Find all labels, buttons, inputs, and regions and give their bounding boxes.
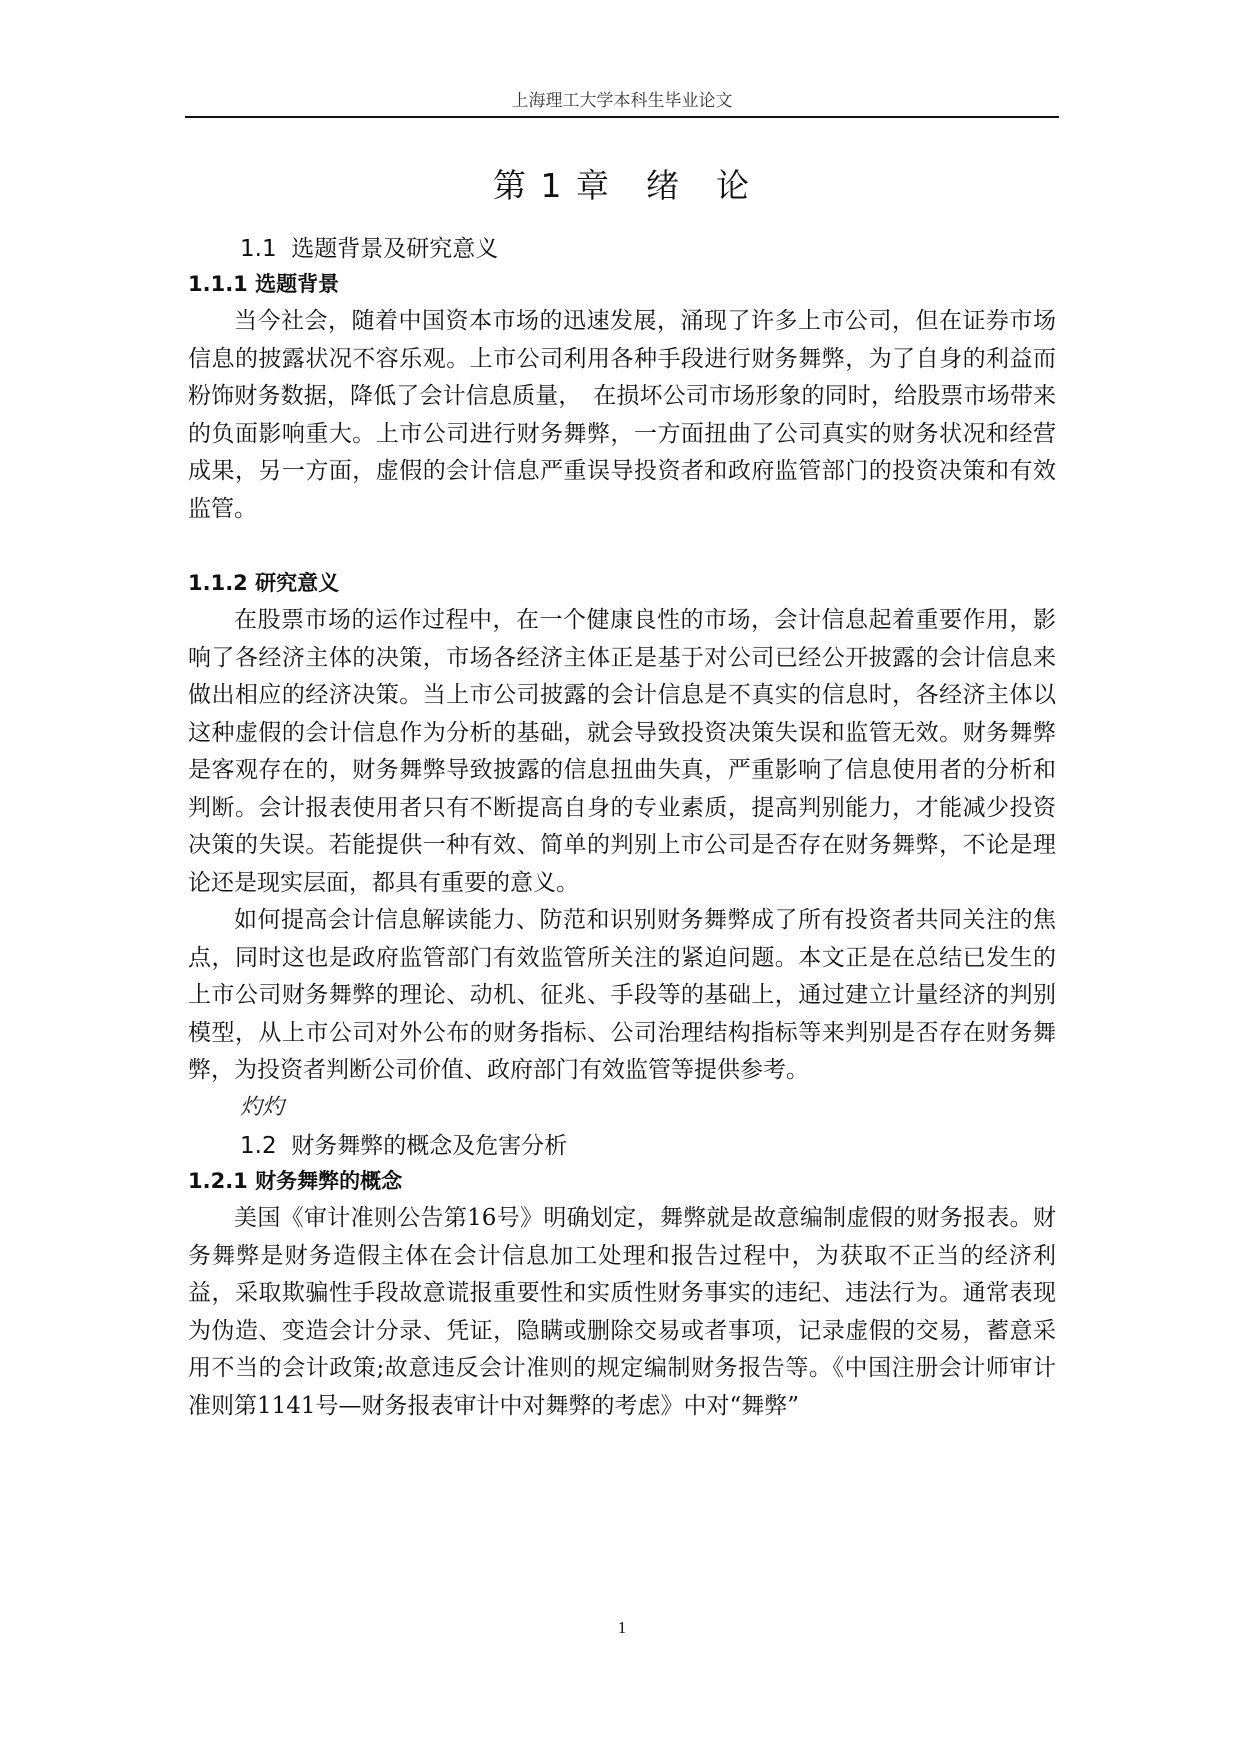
paragraph-fraud-concept: 美国《审计准则公告第16号》明确划定，舞弊就是故意编制虚假的财务报表。财务舞弊是财务造假主体在会计信息加工处理和报告过程中，为获取不正当的经济利益，采取欺骗性手段故意谎报重要性和实质性财务事实的违纪、违法行为。通常表现为伪造、变造会计分录、凭证，隐瞒或删除交易或者事项，记录虚假的交易，蓄意采用不当的会计政策;故意违反会计准则的规定编制财务报告等。《中国注册会计师审计准则第1141号—财务报表审计中对舞弊的考虑》中对“舞弊” [188,1205,1056,1419]
section-heading-1-1: 1.1 选题背景及研究意义 [240,236,499,262]
paragraph-significance-2: 如何提高会计信息解读能力、防范和识别财务舞弊成了所有投资者共同关注的焦点，同时这也是政府监管部门有效监管所关注的紧迫问题。本文正是在总结已发生的上市公司财务舞弊的理论、动机、征兆、手段等的基础上，通过建立计量经济的判别模型，从上市公司对外公布的财务指标、公司治理结构指标等来判别是否存在财务舞弊，为投资者判断公司价值、政府部门有效监管等提供参考。 [188,907,1056,1083]
subsection-heading-1-1-1: 1.1.1 选题背景 [188,272,340,296]
chapter-title: 第 1 章 绪 论 [493,166,751,205]
paragraph-background: 当今社会，随着中国资本市场的迅速发展，涌现了许多上市公司，但在证券市场信息的披露状况不容乐观。上市公司利用各种手段进行财务舞弊，为了自身的利益而粉饰财务数据，降低了会计信息质量， 在损坏公司市场形象的同时，给股票市场带来的负面影响重大。上市公司进行财务舞弊，一方面扭曲了公司真实的财务状况和经营成果，另一方面，虚假的会计信息严重误导投资者和政府监管部门的投资决策和有效监管。 [188,308,1056,522]
stray-text: 灼灼 [240,1095,285,1120]
section-heading-1-2: 1.2 财务舞弊的概念及危害分析 [240,1133,568,1159]
paragraph-significance-1: 在股票市场的运作过程中，在一个健康良性的市场，会计信息起着重要作用，影响了各经济主体的决策，市场各经济主体正是基于对公司已经公开披露的会计信息来做出相应的经济决策。当上市公司披露的会计信息是不真实的信息时，各经济主体以这种虚假的会计信息作为分析的基础，就会导致投资决策失误和监管无效。财务舞弊是客观存在的，财务舞弊导致披露的信息扭曲失真，严重影响了信息使用者的分析和判断。会计报表使用者只有不断提高自身的专业素质，提高判别能力，才能减少投资决策的失误。若能提供一种有效、简单的判别上市公司是否存在财务舞弊，不论是理论还是现实层面，都具有重要的意义。 [188,607,1056,896]
running-header: 上海理工大学本科生毕业论文 [511,91,733,110]
page-number: 1 [617,1618,627,1637]
subsection-heading-1-2-1: 1.2.1 财务舞弊的概念 [188,1169,403,1193]
header-rule [185,116,1059,118]
subsection-heading-1-1-2: 1.1.2 研究意义 [188,571,340,595]
